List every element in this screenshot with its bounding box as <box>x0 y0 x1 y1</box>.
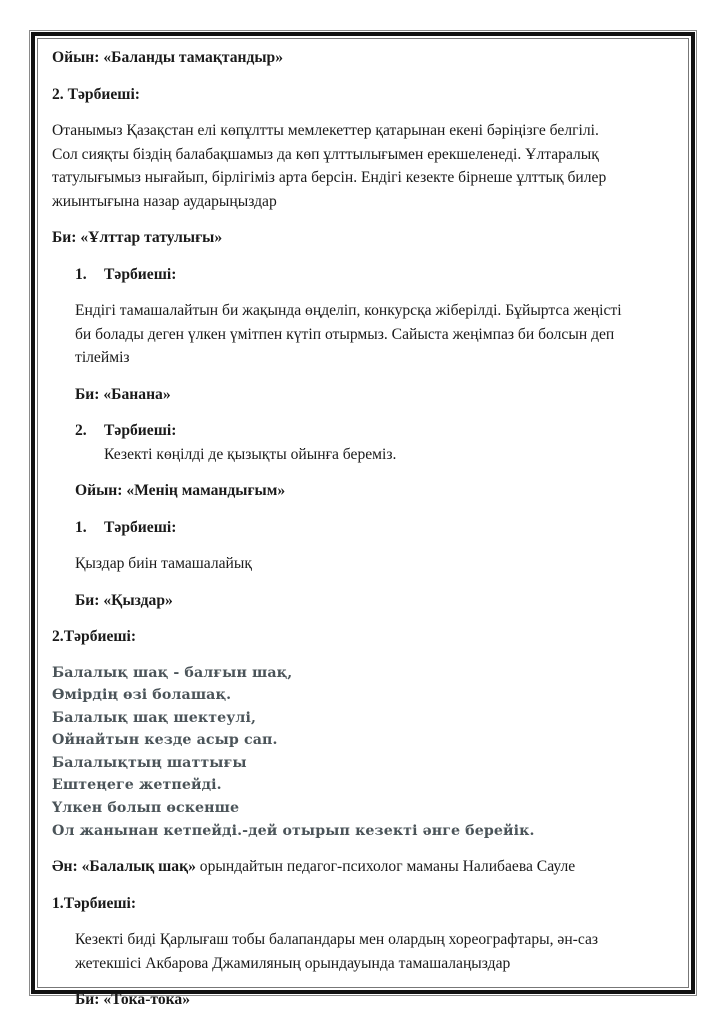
paragraph-choreography <box>52 928 680 975</box>
teacher-label: Тәрбиеші: <box>104 518 177 536</box>
dance-title-1: Би: «Ұлттар татулығы» <box>52 229 223 246</box>
paragraph-line: Кезекті биді Қарлығаш тобы балапандары мен олардың хореографтары, ән-саз <box>75 931 599 949</box>
teacher-heading: 2.Тәрбиеші: <box>52 628 137 645</box>
song-line <box>52 855 680 879</box>
paragraph-intro <box>52 119 680 213</box>
paragraph-girls-dance: Қыздар биін тамашалайық <box>75 555 252 572</box>
paragraph-line: жетекшісі Акбарова Джамиляның орындауында тамашалаңыздар <box>75 954 511 972</box>
paragraph-line: би болады деген үлкен үмітпен күтіп отырмыз. Сайыста жеңімпаз би болсын деп <box>75 325 615 343</box>
teacher-label: Тәрбиеші: <box>104 422 177 439</box>
dance-title-2: Би: «Банана» <box>75 385 171 403</box>
list-number: 1. <box>75 265 87 283</box>
teacher-heading-numbered <box>52 419 680 443</box>
poem-line: Ештеңеге жетпейді. <box>52 777 222 794</box>
paragraph-line: тілейміз <box>75 349 130 366</box>
song-performer: орындайтын педагог-психолог маманы Налибаева Сауле <box>195 858 576 876</box>
song-title: Ән: «Балалық шақ» <box>52 858 196 876</box>
poem-block <box>52 662 680 843</box>
paragraph-line: татулығымыз нығайып, бірлігіміз арта берсін. Ендігі кезекте бірнеше ұлттық билер <box>52 169 607 186</box>
dance-title-3: Би: «Қыздар» <box>75 591 173 609</box>
dance-title-4: Би: «Тока-тока» <box>75 991 191 1009</box>
game-title-2: Ойын: «Менің мамандығым» <box>75 482 286 499</box>
paragraph-line: Отанымыз Қазақстан елі көпұлтты мемлекеттер қатарынан екені бәріңізге белгілі. <box>52 122 599 139</box>
paragraph-line: Сол сияқты біздің балабақшамыз да көп ұлттылығымен ерекшеленеді. Ұлтаралық <box>52 145 599 163</box>
teacher-heading: 1.Тәрбиеші: <box>52 894 137 912</box>
paragraph-line: жиынтығына назар аударыңыздар <box>52 192 277 210</box>
poem-line: Балалық шақ шектеулі, <box>52 709 257 726</box>
paragraph-line: Ендігі тамашалайтын би жақында өңделіп, конкурсқа жіберілді. Бұйыртса жеңісті <box>75 302 622 319</box>
teacher-heading-numbered <box>52 263 680 287</box>
list-number: 1. <box>75 518 87 536</box>
paragraph-game-intro: Кезекті көңілді де қызықты ойынға береміз. <box>104 445 397 463</box>
game-title-1: Ойын: «Баланды тамақтандыр» <box>52 49 284 66</box>
paragraph-dance-contest <box>52 299 680 370</box>
poem-line: Балалықтың шаттығы <box>52 754 247 771</box>
poem-line: Ойнайтын кезде асыр сап. <box>52 732 278 749</box>
teacher-label: Тәрбиеші: <box>104 265 177 283</box>
poem-line: Өмірдің өзі болашақ. <box>52 687 232 704</box>
poem-line: Үлкен болып өскенше <box>52 800 240 817</box>
teacher-heading: 2. Тәрбиеші: <box>52 85 140 103</box>
teacher-heading-numbered <box>52 516 680 540</box>
poem-line: Ол жанынан кетпейді.-дей отырып кезекті әнге берейік. <box>52 822 535 839</box>
poem-line: Балалық шақ - балғын шақ, <box>52 664 293 681</box>
list-number: 2. <box>75 422 87 439</box>
document-body <box>52 46 680 1012</box>
